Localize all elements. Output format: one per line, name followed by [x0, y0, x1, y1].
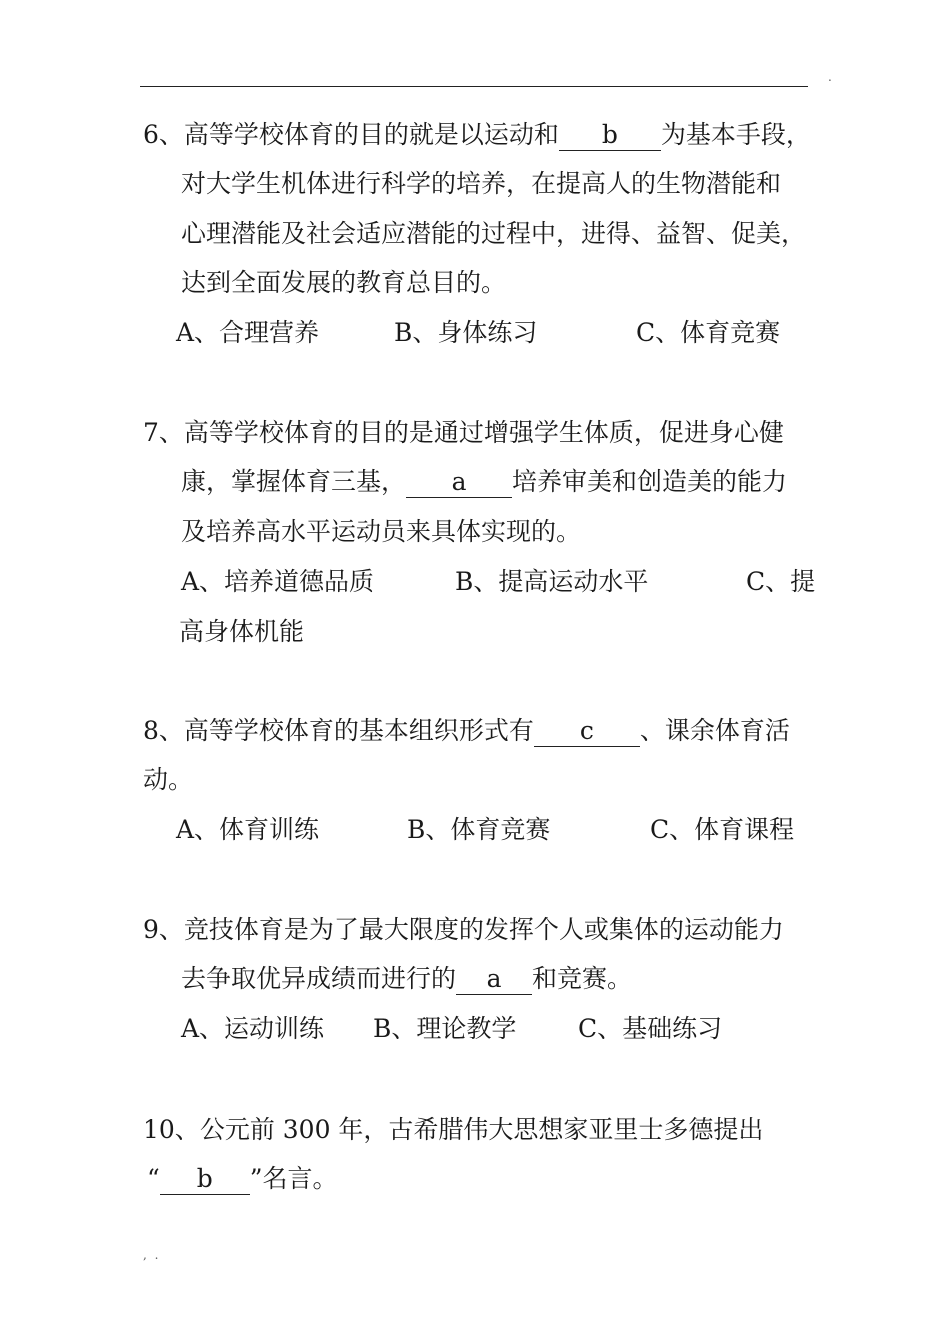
q10-stem-line-2	[147, 1164, 338, 1195]
q7-stem-text: 高等学校体育的目的是通过增强学生体质，促进身心健	[183, 418, 784, 447]
q9-line2-after: 和竞赛。	[532, 964, 633, 993]
q8-option-b: B、体育竞赛	[407, 815, 551, 844]
q7-stem-line-1	[143, 418, 784, 448]
q8-stem-before: 高等学校体育的基本组织形式有	[183, 716, 534, 745]
q6-stem-after: 为基本手段，	[660, 120, 811, 149]
q8-stem-line-1	[143, 716, 790, 747]
q9-stem-text: 竞技体育是为了最大限度的发挥个人或集体的运动能力	[183, 915, 784, 944]
q7-option-b: B、提高运动水平	[455, 567, 649, 596]
q7-option-a: A、培养道德品质	[181, 567, 375, 596]
q10-answer-blank: b	[160, 1164, 250, 1195]
q7-option-c: C、提	[746, 567, 816, 596]
q7-line2-before: 康，掌握体育三基，	[181, 467, 407, 496]
q9-stem-line-2	[181, 964, 632, 995]
header-corner-mark: .	[828, 70, 832, 84]
header-rule	[140, 86, 808, 87]
q10-number: 10、	[143, 1115, 200, 1144]
q6-option-a: A、合理营养	[176, 318, 320, 347]
q6-number: 6、	[143, 120, 184, 149]
q9-answer-blank: a	[456, 964, 532, 995]
q8-option-c: C、体育课程	[650, 815, 795, 844]
q10-open-quote: “	[147, 1164, 160, 1193]
q9-option-a: A、运动训练	[181, 1014, 325, 1043]
q7-stem-line-3: 及培养高水平运动员来具体实现的。	[181, 517, 582, 546]
q9-option-c: C、基础练习	[578, 1014, 723, 1043]
q7-line2-after: 培养审美和创造美的能力	[512, 467, 788, 496]
q10-stem-line-1	[143, 1115, 763, 1145]
q6-stem-line-2: 对大学生机体进行科学的培养，在提高人的生物潜能和	[181, 169, 782, 198]
q8-option-a: A、体育训练	[176, 815, 320, 844]
q6-stem-line-1	[143, 120, 811, 151]
footer-corner-mark: , .	[143, 1248, 161, 1262]
q10-line2-after: ”名言。	[249, 1164, 338, 1193]
q9-number: 9、	[143, 915, 184, 944]
q8-answer-blank: c	[534, 716, 640, 747]
q10-stem-text: 公元前 300 年，古希腊伟大思想家亚里士多德提出	[199, 1115, 764, 1144]
q9-line2-before: 去争取优异成绩而进行的	[181, 964, 457, 993]
q8-stem-line-2: 动。	[143, 765, 194, 794]
q6-answer-blank: b	[559, 120, 661, 151]
q7-stem-line-2	[181, 467, 787, 498]
q7-option-c-wrap: 高身体机能	[179, 617, 305, 646]
q6-stem-line-3: 心理潜能及社会适应潜能的过程中，进得、益智、促美，	[181, 219, 807, 248]
q7-number: 7、	[143, 418, 184, 447]
q6-stem-line-4: 达到全面发展的教育总目的。	[181, 268, 507, 297]
q6-option-c: C、体育竞赛	[636, 318, 781, 347]
q6-stem-before: 高等学校体育的目的就是以运动和	[183, 120, 559, 149]
q9-stem-line-1	[143, 915, 784, 945]
q9-option-b: B、理论教学	[373, 1014, 517, 1043]
q8-number: 8、	[143, 716, 184, 745]
q7-answer-blank: a	[406, 467, 512, 498]
q8-stem-after: 、课余体育活	[639, 716, 790, 745]
q6-option-b: B、身体练习	[394, 318, 538, 347]
